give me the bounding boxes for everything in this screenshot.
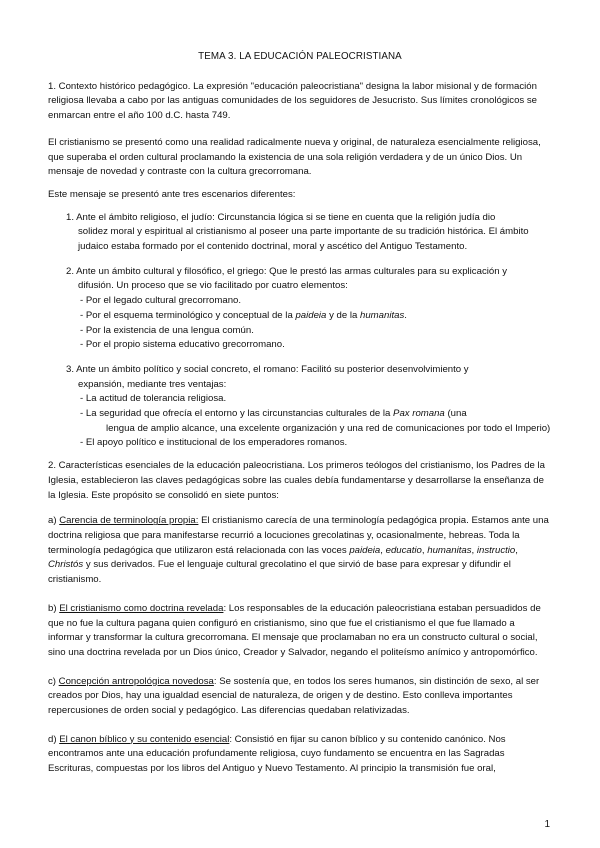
bullet-text: (una bbox=[444, 408, 467, 420]
bullet-text: . bbox=[404, 309, 407, 321]
scenario-1 bbox=[48, 211, 552, 255]
point-d-title: El canon bíblico y su contenido esencial bbox=[59, 733, 230, 745]
scenario-3-bullets bbox=[66, 392, 552, 451]
scenario-2-bullets bbox=[66, 294, 552, 353]
point-label: b) bbox=[48, 602, 60, 614]
point-a-title: Carencia de terminología propia: bbox=[59, 515, 199, 527]
term-paideia: paideia bbox=[349, 544, 381, 556]
term-humanitas: humanitas bbox=[360, 309, 405, 321]
sep: , bbox=[380, 544, 386, 556]
point-text: : Consistió en fijar su canon bíblico y su contenido canónico. Nos encontramos ante una educación profundamente religiosa, cuyo fundamento se encuentra en las Sagradas Escrituras, compuestas por los libros del Antiguo y Nuevo Testamento. Al principio la transmisión fue oral, bbox=[48, 733, 506, 775]
bullet-text: - Por el esquema terminológico y conceptual de la bbox=[80, 309, 296, 321]
point-label: c) bbox=[48, 675, 59, 687]
page-number: 1 bbox=[544, 819, 550, 830]
scenario-3-bullet-2 bbox=[80, 407, 552, 422]
scenario-3 bbox=[48, 363, 552, 451]
scenario-2-bullet-4: - Por el propio sistema educativo grecorromano. bbox=[80, 339, 285, 351]
scenario-3-line2: expansión, mediante tres ventajas: bbox=[78, 378, 227, 390]
section-2-text: . Los primeros teólogos del cristianismo, los Padres de la Iglesia, establecieron las claves pedagógicas sobre las cuales debía fundamentarse y desarrollarse la enseñanza de la Iglesia. Este propósito se consolidó en siete puntos: bbox=[48, 460, 545, 501]
point-c bbox=[48, 675, 552, 719]
point-b bbox=[48, 602, 552, 661]
section-1-paragraph bbox=[48, 80, 552, 124]
point-text: : Los responsables de la educación paleocristiana estaban persuadidos de que no fue la cultura pagana quien configuró en cristianismo, sino que fue el cristianismo el que fue llamado a informar y transformar la cultura grecorromana. El mensaje que proclamaban no era un constructo cultural o social, sino una doctrina revelada por un Dios único, Creador y Salvador, negando el politeísmo anímico y antropomórfico. bbox=[48, 602, 541, 658]
scenario-2 bbox=[48, 265, 552, 353]
term-paideia: paideia bbox=[295, 309, 327, 321]
point-text: y sus derivados. Fue el lenguaje cultural grecolatino el que sirvió de base para expresar y difundir el cristianismo. bbox=[48, 559, 511, 586]
bullet-text: y de la bbox=[326, 309, 361, 321]
scenario-2-bullet-3: - Por la existencia de una lengua común. bbox=[80, 324, 254, 336]
scenario-3-bullet-1: - La actitud de tolerancia religiosa. bbox=[80, 393, 227, 405]
scenario-2-line2: difusión. Un proceso que se vio facilitado por cuatro elementos: bbox=[78, 280, 348, 292]
scenario-3-lead: 3. Ante un ámbito político y social concreto, el romano: Facilitó su posterior desenvolvimiento y bbox=[66, 363, 469, 375]
point-label: a) bbox=[48, 515, 60, 527]
point-c-title: Concepción antropológica novedosa bbox=[58, 675, 214, 687]
point-label: d) bbox=[48, 733, 60, 745]
scenario-3-bullet-2-wrap: lengua de amplio alcance, una excelente organización y una red de comunicaciones por todo el Imperio) bbox=[106, 422, 551, 434]
scenario-1-lead: 1. Ante el ámbito religioso, el judío: Circunstancia lógica si se tiene en cuenta que la religión judía dio bbox=[66, 211, 496, 223]
point-b-title: El cristianismo como doctrina revelada bbox=[59, 602, 224, 614]
section-1-text: . La expresión "educación paleocristiana" designa la labor misional y de formación religiosa llevaba a cabo por las antiguas comunidades de los seguidores de Jesucristo. Sus límites cronológicos se enmarcan entre el año 100 d.C. hasta 749. bbox=[48, 80, 538, 122]
point-a bbox=[48, 514, 552, 588]
point-d bbox=[48, 733, 552, 777]
term-christos: Christós bbox=[48, 559, 84, 571]
point-text: : Se sostenía que, en todos los seres humanos, sin distinción de sexo, al ser creados por Dios, hay una igualdad esencial de naturaleza, de origen y de destino. Esto conlleva importantes repercusiones de orden social y pedagógico. Las diferencias quedaban relativizadas. bbox=[48, 675, 540, 717]
scenario-1-rest: solidez moral y espiritual al cristianismo al poseer una parte importante de su tradición histórica. El ámbito judaico estaba formado por el contenido doctrinal, moral y ascético del Antiguo Testamento. bbox=[78, 226, 529, 253]
term-educatio: educatio bbox=[385, 544, 422, 556]
paragraph-christianity-new: El cristianismo se presentó como una realidad radicalmente nueva y original, de naturaleza esencialmente religiosa, que superaba el orden cultural proclamando la existencia de una sola religión verdadera y de un único Dios. Un mensaje de novedad y contraste con la cultura grecorromana. bbox=[48, 136, 541, 178]
bullet-text: - La seguridad que ofrecía el entorno y las circunstancias culturales de la bbox=[80, 408, 394, 420]
sep: , bbox=[421, 544, 428, 556]
term-humanitas: humanitas bbox=[427, 544, 472, 556]
section-2-paragraph bbox=[48, 459, 552, 503]
section-2-heading: 2. Características esenciales de la educación paleocristiana bbox=[48, 460, 303, 472]
scenario-2-bullet-2 bbox=[80, 309, 552, 324]
sep: , bbox=[471, 544, 477, 556]
scenario-3-bullet-3: - El apoyo político e institucional de los emperadores romanos. bbox=[80, 437, 348, 449]
section-1-heading: 1. Contexto histórico pedagógico bbox=[48, 80, 188, 92]
scenario-2-lead: 2. Ante un ámbito cultural y filosófico, el griego: Que le prestó las armas culturales para su explicación y bbox=[66, 265, 508, 277]
document-title: TEMA 3. LA EDUCACIÓN PALEOCRISTIANA bbox=[198, 51, 402, 62]
term-pax-romana: Pax romana bbox=[393, 408, 445, 420]
scenario-2-bullet-1: - Por el legado cultural grecorromano. bbox=[80, 295, 242, 307]
sep: , bbox=[515, 544, 518, 556]
point-text: El cristianismo carecía de una terminología pedagógica propia. Estamos ante una doctrina religiosa que para manifestarse recurrió a locuciones grecolatinas y, ocasionalmente, hebreas. Toda la terminología pedagógica que utilizaron está relacionada con las voces bbox=[48, 515, 549, 556]
term-instructio: instructio bbox=[476, 544, 516, 556]
paragraph-three-scenarios: Este mensaje se presentó ante tres escenarios diferentes: bbox=[48, 188, 296, 200]
